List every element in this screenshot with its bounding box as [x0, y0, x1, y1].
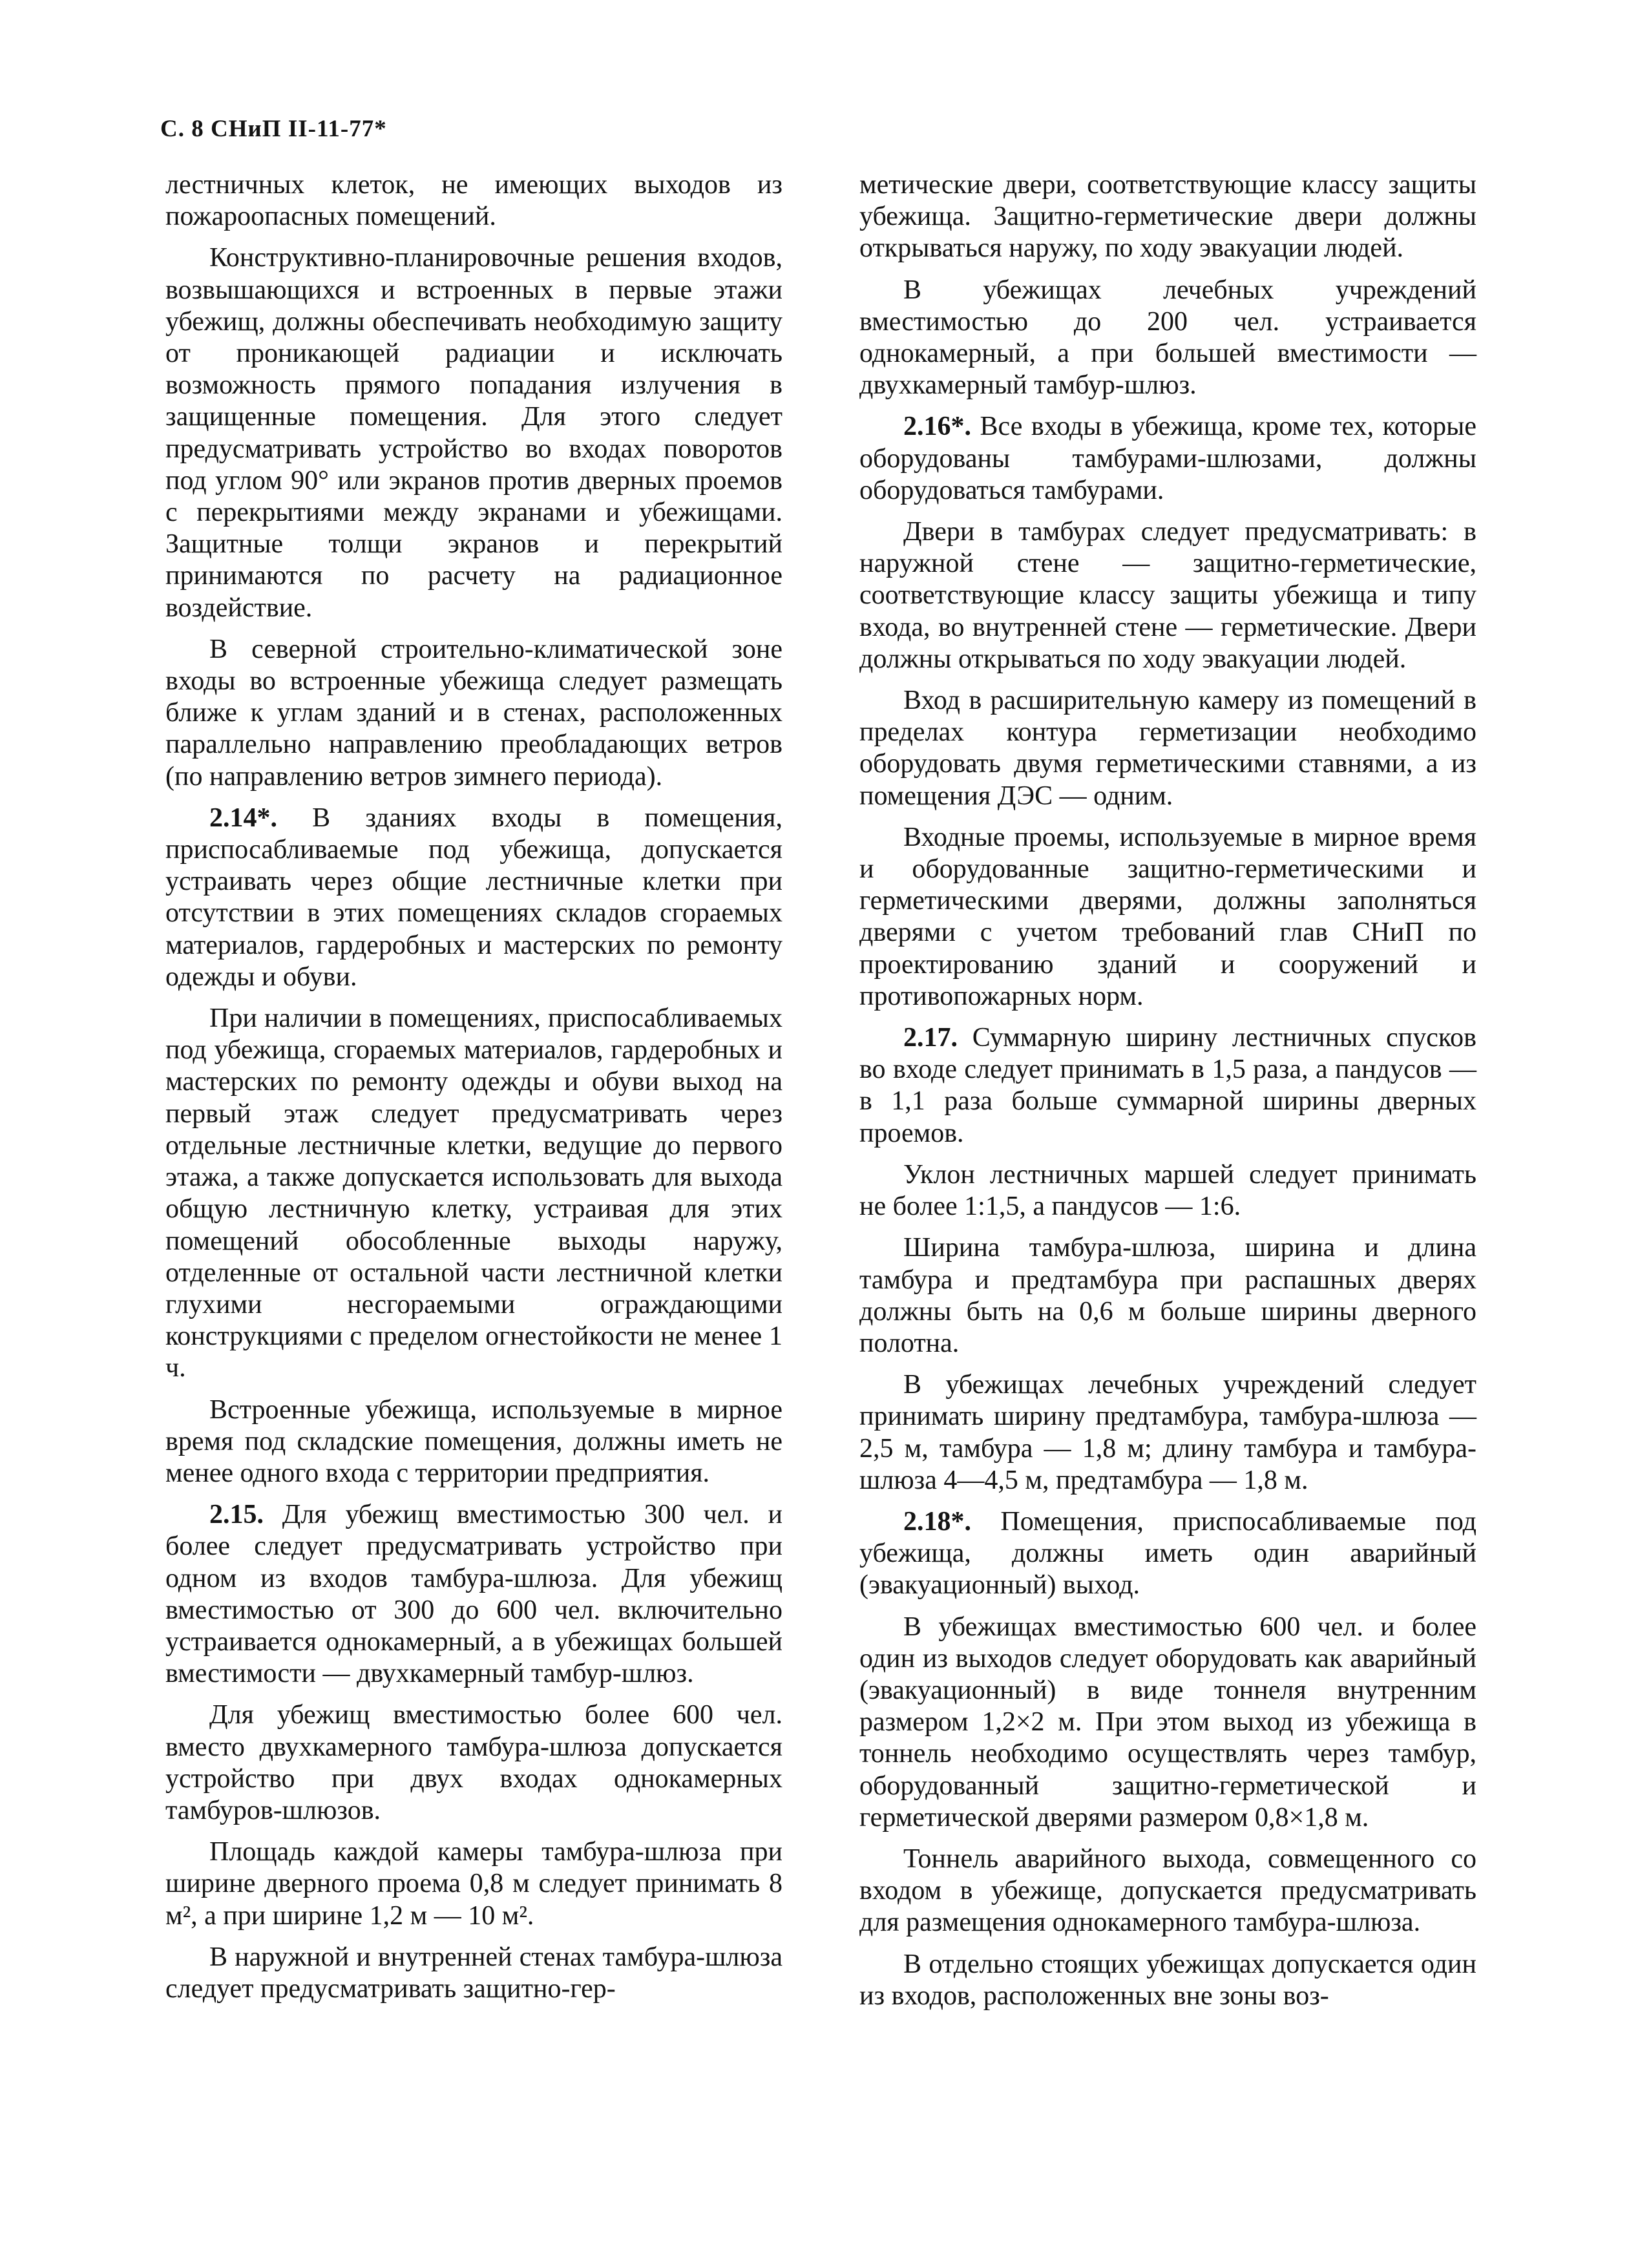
- paragraph: [859, 1022, 1476, 1150]
- left-text-column: [165, 169, 782, 2015]
- paragraph: [165, 1836, 782, 1932]
- running-header: С. 8 СНиП II-11-77*: [160, 116, 387, 142]
- paragraph: [859, 685, 1476, 812]
- paragraph-text: Суммарную ширину лестничных спусков во входе следует принимать в 1,5 раза, а пандусов — в 1,1 раза больше суммарной ширины дверных проемов.: [859, 1023, 1477, 1148]
- paragraph: [165, 1003, 782, 1384]
- paragraph: [859, 275, 1476, 402]
- paragraph-text: Для убежищ вместимостью 300 чел. и более следует предусматривать устройство при одном из входов тамбура-шлюза. Для убежищ вместимостью от 300 до 600 чел. включительно устраивается однокамерный, а в убежищах большей вместимости — двухкамерный тамбур-шлюз.: [165, 1500, 783, 1689]
- clause-number: 2.15.: [209, 1500, 264, 1530]
- paragraph: [859, 1949, 1476, 2012]
- paragraph: [165, 242, 782, 624]
- paragraph: [859, 1232, 1476, 1360]
- paragraph: [859, 411, 1476, 507]
- clause-number: 2.18*.: [903, 1506, 971, 1537]
- paragraph-text: В зданиях входы в помещения, приспосабливаемые под убежища, допускается устраивать через общие лестничные клетки при отсутствии в этих помещениях складов сгораемых материалов, гардеробных и мастерских по ремонту одежды и обуви.: [165, 803, 782, 992]
- paragraph: [859, 516, 1476, 675]
- paragraph: [859, 1159, 1476, 1223]
- paragraph: [859, 1612, 1476, 1834]
- paragraph-text: Все входы в убежища, кроме тех, которые оборудованы тамбурами-шлюзами, должны оборудоваться тамбурами.: [859, 412, 1476, 505]
- clause-number: 2.17.: [903, 1023, 958, 1053]
- clause-number: 2.16*.: [903, 412, 971, 442]
- paragraph-text: Конструктивно-планировочные решения входов, возвышающихся и встроенных в первые этажи убежищ, должны обеспечивать необходимую защиту от проникающей радиации и исключать возможность прямого попадания излучения в защищенные помещения. Для этого следует предусматривать устройство во входах поворотов под углом 90° или экранов против дверных проемов с перекрытиями между экранами и убежищами. Защитные толщи экранов и перекрытий принимаются по расчету на радиационное воздействие.: [165, 243, 782, 623]
- paragraph-text: Площадь каждой камеры тамбура-шлюза при ширине дверного проема 0,8 м следует принимать 8 м², а при ширине 1,2 м — 10 м².: [165, 1837, 782, 1931]
- paragraph: [165, 169, 782, 233]
- paragraph: [165, 1942, 782, 2005]
- paragraph-text: Ширина тамбура-шлюза, ширина и длина тамбура и предтамбура при распашных дверях должны быть на 0,6 м больше ширины дверного полотна.: [859, 1233, 1476, 1358]
- paragraph: [859, 169, 1476, 265]
- paragraph-text: Помещения, приспосабливаемые под убежища, должны иметь один аварийный (эвакуационный) выход.: [859, 1506, 1477, 1601]
- paragraph: [165, 803, 782, 993]
- paragraph: [165, 634, 782, 793]
- paragraph: [859, 1369, 1476, 1496]
- paragraph-text: Для убежищ вместимостью более 600 чел. вместо двухкамерного тамбура-шлюза допускается устройство при двух входах однокамерных тамбуров-шлюзов.: [165, 1700, 782, 1825]
- paragraph-text: Тоннель аварийного выхода, совмещенного со входом в убежище, допускается предусматривать для размещения однокамерного тамбура-шлюза.: [859, 1843, 1476, 1938]
- paragraph: [859, 1843, 1476, 1939]
- paragraph-text: При наличии в помещениях, приспосабливаемых под убежища, сгораемых материалов, гардеробных и мастерских по ремонту одежды и обуви выход на первый этаж следует предусматривать через отдельные лестничные клетки, ведущие до первого этажа, а также допускается использовать для выхода общую лестничную клетку, устраивая для этих помещений обособленные выходы наружу, отделенные от остальной части лестничной клетки глухими несгораемыми ограждающими конструкциями с пределом огнестойкости не менее 1 ч.: [165, 1003, 782, 1383]
- paragraph-text: Вход в расширительную камеру из помещений в пределах контура герметизации необходимо оборудовать двумя герметическими ставнями, а из помещения ДЭС — одним.: [859, 686, 1476, 811]
- paragraph: [859, 1506, 1476, 1602]
- paragraph-text: В северной строительно-климатической зоне входы во встроенные убежища следует размещать ближе к углам зданий и в стенах, расположенных параллельно направлению преобладающих ветров (по направлению ветров зимнего периода).: [165, 634, 782, 792]
- paragraph: [165, 1394, 782, 1490]
- right-text-column: [859, 169, 1476, 2022]
- clause-number: 2.14*.: [209, 803, 277, 833]
- paragraph-text: Входные проемы, используемые в мирное время и оборудованные защитно-герметическими и герметическими дверями, должны заполняться дверями с учетом требований глав СНиП по проектированию зданий и сооружений и противопожарных норм.: [859, 822, 1476, 1011]
- paragraph-text: В убежищах вместимостью 600 чел. и более один из выходов следует оборудовать как аварийный (эвакуационный) в виде тоннеля внутренним размером 1,2×2 м. При этом выход из убежища в тоннель необходимо осуществлять через тамбур, оборудованный защитно-герметической и герметической дверями размером 0,8×1,8 м.: [859, 1612, 1476, 1832]
- paragraph-text: Двери в тамбурах следует предусматривать: в наружной стене — защитно-герметические, соответствующие классу защиты убежища и типу входа, во внутренней стене — герметические. Двери должны открываться по ходу эвакуации людей.: [859, 517, 1476, 674]
- paragraph-text: В наружной и внутренней стенах тамбура-шлюза следует предусматривать защитно-гер-: [165, 1942, 782, 2004]
- paragraph-text: Встроенные убежища, используемые в мирное время под складские помещения, должны иметь не менее одного входа с территории предприятия.: [165, 1394, 782, 1488]
- paragraph: [859, 822, 1476, 1013]
- paragraph-text: Уклон лестничных маршей следует принимать не более 1:1,5, а пандусов — 1:6.: [859, 1159, 1476, 1222]
- paragraph: [165, 1699, 782, 1827]
- paragraph-text: лестничных клеток, не имеющих выходов из пожароопасных помещений.: [165, 170, 782, 232]
- paragraph-text: В убежищах лечебных учреждений вместимостью до 200 чел. устраивается однокамерный, а при большей вместимости — двухкамерный тамбур-шлюз.: [859, 275, 1476, 401]
- paragraph: [165, 1499, 782, 1690]
- paragraph-text: В отдельно стоящих убежищах допускается один из входов, расположенных вне зоны воз-: [859, 1949, 1476, 2011]
- paragraph-text: В убежищах лечебных учреждений следует принимать ширину предтамбура, тамбура-шлюза — 2,5 м, тамбура — 1,8 м; длину тамбура и тамбура-шлюза 4—4,5 м, предтамбура — 1,8 м.: [859, 1370, 1476, 1495]
- paragraph-text: метические двери, соответствующие классу защиты убежища. Защитно-герметические двери должны открываться наружу, по ходу эвакуации людей.: [859, 170, 1476, 264]
